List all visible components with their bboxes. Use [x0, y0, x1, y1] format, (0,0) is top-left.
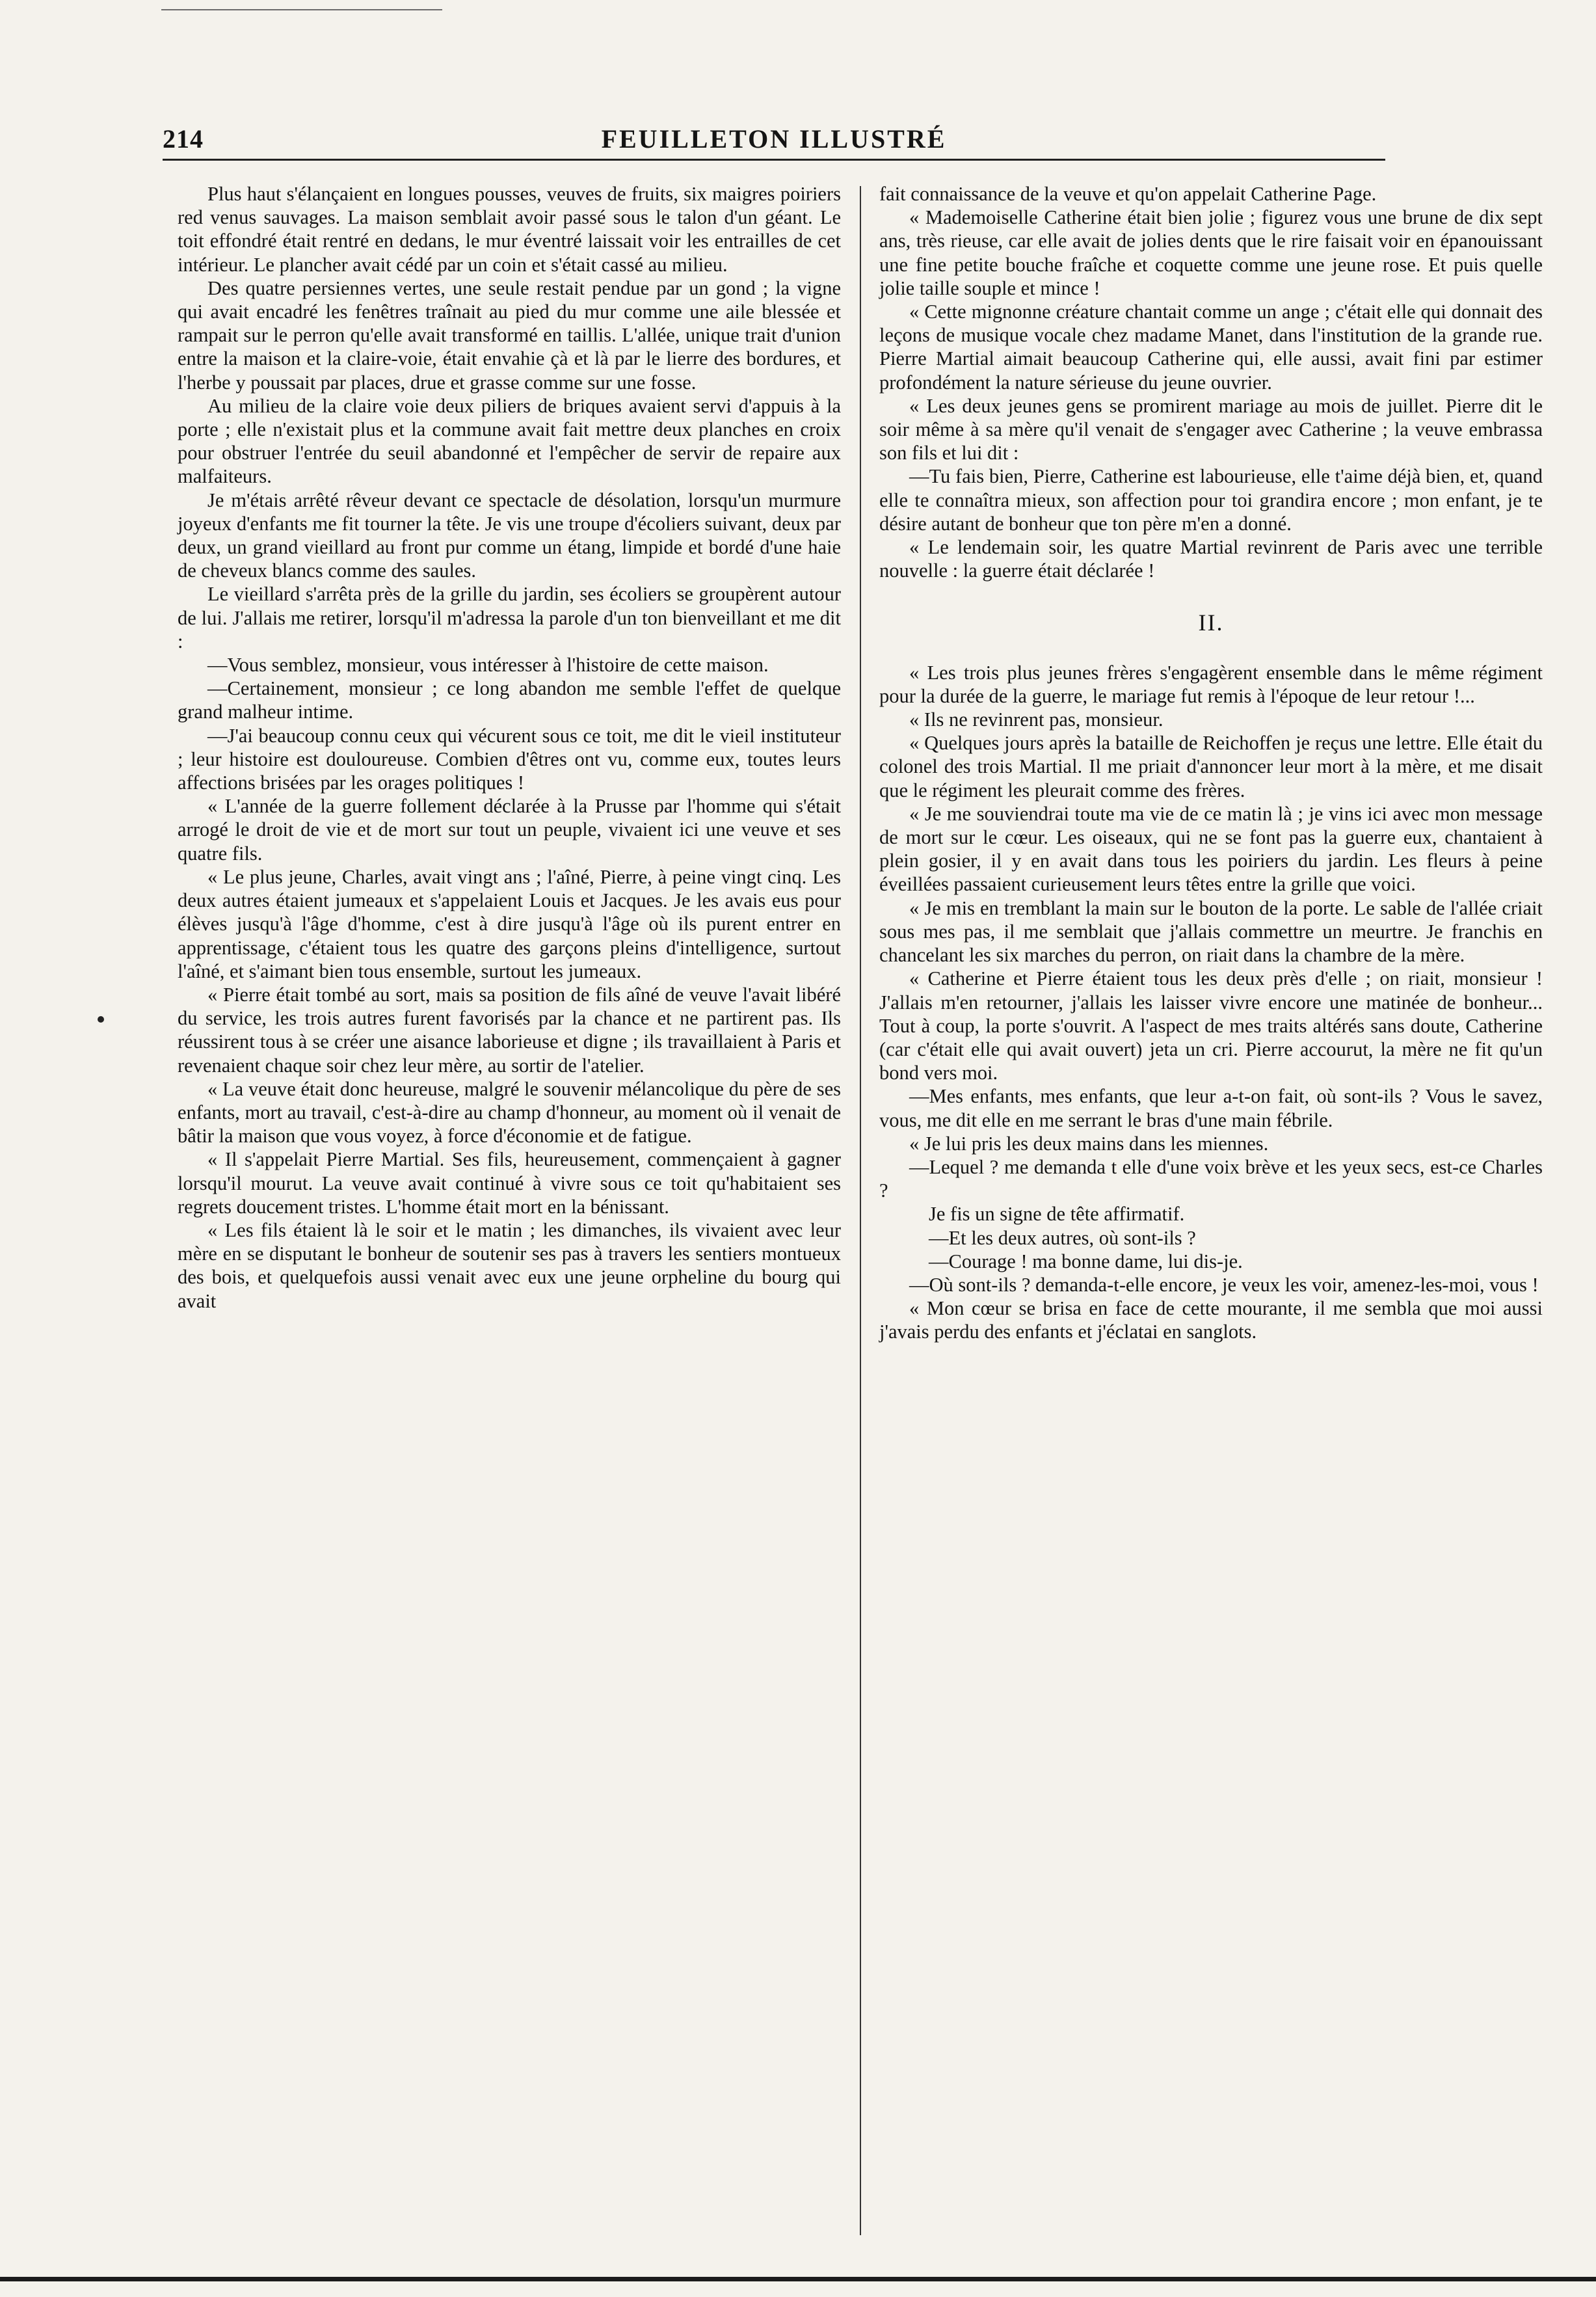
paragraph: « Le plus jeune, Charles, avait vingt ans ; l'aîné, Pierre, à peine vingt cinq. Les deux autres étaient jumeaux et s'appelaient Louis et Jacques. Je les avais eus pour élèves jusqu'à l'âge d'homme, c'est à dire jusqu'à l'âge où ils purent entrer en apprentissage, c'étaient tous les quatre des garçons pleins d'intelligence, surtout l'aîné, et s'aimant bien tous ensemble, surtout les jumeaux.	[178, 865, 841, 982]
paragraph: « Je mis en tremblant la main sur le bouton de la porte. Le sable de l'allée criait sous mes pas, il me semblait que j'allais commettre un meurtre. Je franchis en chancelant les six marches du perron, on riait dans la chambre de la mère.	[879, 896, 1543, 967]
column-divider	[860, 186, 861, 2235]
paragraph: —Tu fais bien, Pierre, Catherine est labourieuse, elle t'aime déjà bien, et, quand elle te connaîtra mieux, son affection pour toi grandira encore ; mon enfant, je te désire autant de bonheur que ton père m'en a donné.	[879, 465, 1543, 535]
paragraph: « Pierre était tombé au sort, mais sa position de fils aîné de veuve l'avait libéré du service, les trois autres furent favorisés par la chance et ne partirent pas. Ils réussirent tous à se créer une aisance laborieuse et digne ; ils travaillaient à Paris et revenaient chaque soir chez leur mère, au sortir de l'atelier.	[178, 983, 841, 1077]
paragraph: Je m'étais arrêté rêveur devant ce spectacle de désolation, lorsqu'un murmure joyeux d'enfants me fit tourner la tête. Je vis une troupe d'écoliers suivant, deux par deux, un grand vieillard au front pur comme un étang, limpide et bordé d'une haie de cheveux blancs comme des saules.	[178, 489, 841, 582]
left-column	[178, 182, 841, 1313]
paragraph: « Cette mignonne créature chantait comme un ange ; c'était elle qui donnait des leçons de musique vocale chez madame Manet, dans l'institution de la grande rue. Pierre Martial aimait beaucoup Catherine qui, elle aussi, avait fini par estimer profondément la nature sérieuse du jeune ouvrier.	[879, 301, 1543, 394]
paragraph: « Mademoiselle Catherine était bien jolie ; figurez vous une brune de dix sept ans, très rieuse, car elle avait de jolies dents que le rire faisait voir en épanouissant une fine petite bouche fraîche et coquette comme une jeune rose. Et puis quelle jolie taille souple et mince !	[879, 206, 1543, 299]
bottom-edge-rule	[0, 2277, 1596, 2281]
paragraph: —Courage ! ma bonne dame, lui dis-je.	[929, 1250, 1243, 1272]
paragraph: fait connaissance de la veuve et qu'on appelait Catherine Page.	[879, 183, 1377, 205]
paragraph: —J'ai beaucoup connu ceux qui vécurent sous ce toit, me dit le vieil instituteur ; leur histoire est douloureuse. Combien d'êtres ont vu, comme eux, toutes leurs affections brisées par les orages politiques !	[178, 724, 841, 794]
paragraph: « Le lendemain soir, les quatre Martial revinrent de Paris avec une terrible nouvelle : la guerre était déclarée !	[879, 536, 1543, 582]
paragraph: —Où sont-ils ? demanda-t-elle encore, je veux les voir, amenez-les-moi, vous !	[909, 1273, 1539, 1296]
paragraph: —Mes enfants, mes enfants, que leur a-t-on fait, où sont-ils ? Vous le savez, vous, me dit elle en me serrant le bras d'une main fébrile.	[879, 1085, 1543, 1131]
page-number: 214	[163, 124, 204, 154]
margin-dot	[98, 1016, 104, 1023]
paragraph: —Lequel ? me demanda t elle d'une voix brève et les yeux secs, est-ce Charles ?	[879, 1155, 1543, 1202]
paragraph: « Ils ne revinrent pas, monsieur.	[909, 708, 1164, 731]
right-column	[879, 182, 1543, 1344]
paragraph: « La veuve était donc heureuse, malgré le souvenir mélancolique du père de ses enfants, mort au travail, c'est-à-dire au champ d'honneur, au moment où il venait de bâtir la maison que vous voyez, à force d'économie et de fatigue.	[178, 1077, 841, 1148]
paragraph: —Et les deux autres, où sont-ils ?	[929, 1226, 1196, 1249]
paragraph: —Certainement, monsieur ; ce long abandon me semble l'effet de quelque grand malheur intime.	[178, 677, 841, 723]
paragraph: « Les trois plus jeunes frères s'engagèrent ensemble dans le même régiment pour la durée de la guerre, le mariage fut remis à l'époque de leur retour !...	[879, 661, 1543, 707]
paragraph: « Les fils étaient là le soir et le matin ; les dimanches, ils vivaient avec leur mère en se disputant le bonheur de soutenir ses pas à travers les sentiers montueux des bois, et quelquefois aussi venait avec eux une jeune orpheline du bourg qui avait	[178, 1218, 841, 1312]
page-header	[163, 124, 1385, 163]
paragraph: « Je lui pris les deux mains dans les miennes.	[909, 1132, 1269, 1155]
paragraph: « L'année de la guerre follement déclarée à la Prusse par l'homme qui s'était arrogé le droit de vie et de mort sur tout un peuple, vivaient ici une veuve et ses quatre fils.	[178, 795, 841, 865]
paragraph: Des quatre persiennes vertes, une seule restait pendue par un gond ; la vigne qui avait encadré les fenêtres traînait au pied du mur comme une aile blessée et rampait sur le perron qu'elle avait transformé en taillis. L'allée, unique trait d'union entre la maison et la claire-voie, était envahie çà et là par le lierre des bordures, et l'herbe y poussait par places, drue et grasse comme sur une fosse.	[178, 276, 841, 394]
running-title: FEUILLETON ILLUSTRÉ	[601, 124, 947, 154]
paragraph: « Il s'appelait Pierre Martial. Ses fils, heureusement, commençaient à gagner lorsqu'il mourut. La veuve avait continué à vivre sous ce toit qu'habitaient ses regrets doucement tristes. L'homme était mort en la bénissant.	[178, 1148, 841, 1218]
top-edge-rule	[161, 9, 442, 10]
paragraph: Au milieu de la claire voie deux piliers de briques avaient servi d'appuis à la porte ; elle n'existait plus et la commune avait fait mettre deux planches en croix pour obstruer l'entrée du seuil abandonné et l'empêcher de servir de repaire aux malfaiteurs.	[178, 394, 841, 488]
paragraph: —Vous semblez, monsieur, vous intéresser à l'histoire de cette maison.	[207, 654, 769, 677]
paragraph: « Les deux jeunes gens se promirent mariage au mois de juillet. Pierre dit le soir même à sa mère qu'il venait de s'engager avec Catherine ; la veuve embrassa son fils et lui dit :	[879, 394, 1543, 464]
paragraph: « Je me souviendrai toute ma vie de ce matin là ; je vins ici avec mon message de mort sur le cœur. Les oiseaux, qui ne se font pas la guerre eux, chantaient à plein gosier, il y en avait dans tous les poiriers du jardin. Les fleurs à peine éveillées passaient curieusement leurs têtes entre la grille que voici.	[879, 802, 1543, 896]
paragraph: « Mon cœur se brisa en face de cette mourante, il me sembla que moi aussi j'avais perdu des enfants et j'éclatai en sanglots.	[879, 1297, 1543, 1343]
paragraph: Plus haut s'élançaient en longues pousses, veuves de fruits, six maigres poiriers red venus sauvages. La maison semblait avoir passé sous le talon d'un géant. Le toit effondré était rentré en dedans, le mur éventré laissait voir les entrailles de cet intérieur. Le plancher avait cédé par un coin et s'était cassé au milieu.	[178, 183, 841, 276]
paragraph: Je fis un signe de tête affirmatif.	[929, 1203, 1185, 1226]
paragraph: « Catherine et Pierre étaient tous les deux près d'elle ; on riait, monsieur ! J'allais m'en retourner, j'allais les laisser vivre encore une matinée de bonheur... Tout à coup, la porte s'ouvrit. A l'aspect de mes traits altérés sans doute, Catherine (car c'était elle qui avait ouvert) jeta un cri. Pierre accourut, la mère ne fit qu'un bond vers moi.	[879, 967, 1543, 1084]
paragraph: Le vieillard s'arrêta près de la grille du jardin, ses écoliers se groupèrent autour de lui. J'allais me retirer, lorsqu'il m'adressa la parole d'un ton bienveillant et me dit :	[178, 583, 841, 652]
section-heading: II.	[1198, 610, 1224, 636]
header-rule	[163, 159, 1385, 161]
paragraph: « Quelques jours après la bataille de Reichoffen je reçus une lettre. Elle était du colonel des trois Martial. Il me priait d'annoncer leur mort à la mère, et me disait que le régiment les pleurait comme des frères.	[879, 732, 1543, 801]
